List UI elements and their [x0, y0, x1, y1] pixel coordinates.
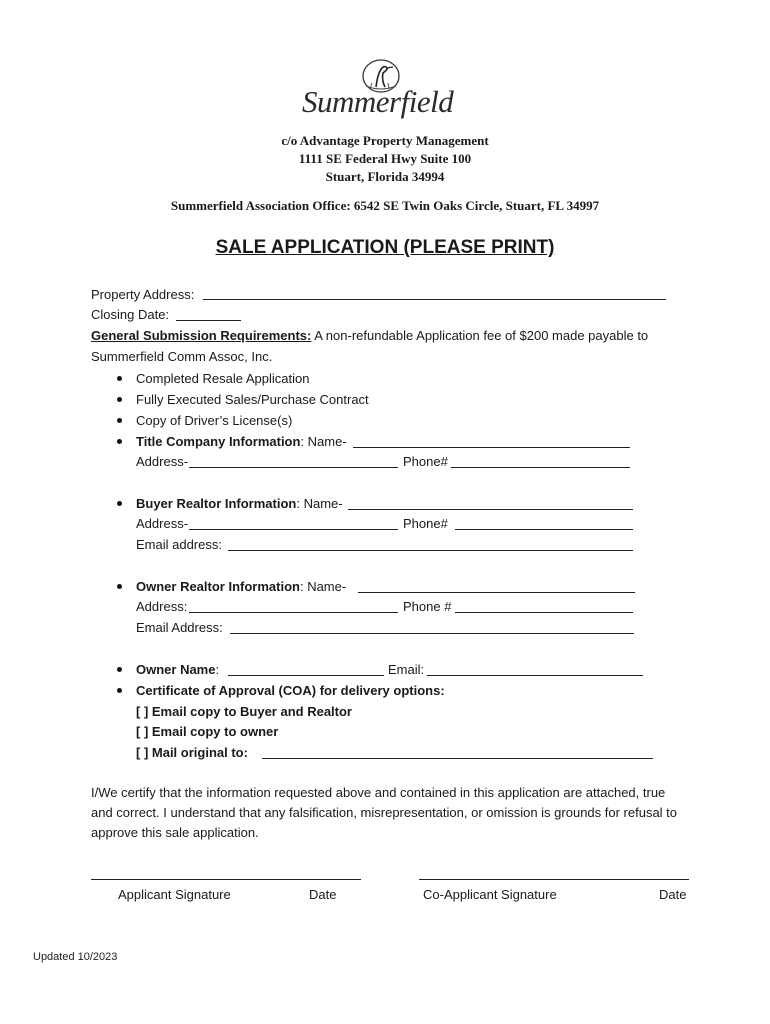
mail-original-field[interactable]	[262, 758, 653, 759]
owner-realtor-email-field[interactable]	[230, 633, 634, 634]
co-applicant-signature-line[interactable]	[419, 879, 689, 880]
bullet	[117, 688, 122, 693]
requirements-paragraph	[91, 329, 648, 342]
title-company-name-label: : Name-	[300, 434, 347, 449]
list-item: Fully Executed Sales/Purchase Contract	[136, 392, 369, 407]
updated-footer: Updated 10/2023	[33, 951, 118, 963]
owner-realtor-phone-label: Phone #	[403, 599, 452, 614]
title-company-phone-field[interactable]	[451, 467, 630, 468]
certify-line: I/We certify that the information requested above and contained in this application are attached, true	[91, 785, 666, 800]
closing-date-label: Closing Date:	[91, 307, 170, 322]
title-company-name-field[interactable]	[353, 447, 630, 448]
owner-realtor-address-field[interactable]	[189, 612, 398, 613]
buyer-realtor-email-label: Email address:	[136, 537, 222, 552]
coa-option-email-owner[interactable]: [ ] Email copy to owner	[136, 724, 279, 739]
title-company-phone-label: Phone#	[403, 454, 448, 469]
bullet	[117, 584, 122, 589]
title-company-heading: Title Company Information	[136, 434, 301, 449]
property-address-label: Property Address:	[91, 287, 195, 302]
owner-name-field[interactable]	[228, 675, 384, 676]
coa-heading: Certificate of Approval (COA) for delivery options:	[136, 683, 445, 698]
bullet	[117, 418, 122, 423]
owner-name-colon: :	[215, 662, 220, 677]
owner-email-label: Email:	[388, 662, 425, 677]
bullet	[117, 667, 122, 672]
bullet	[117, 376, 122, 381]
bullet	[117, 501, 122, 506]
owner-realtor-address-label: Address:	[136, 599, 188, 614]
owner-name-row	[136, 663, 219, 676]
coa-option-email-buyer-realtor[interactable]: [ ] Email copy to Buyer and Realtor	[136, 704, 352, 719]
applicant-signature-label: Applicant Signature	[118, 887, 231, 902]
co-applicant-date-label: Date	[659, 887, 687, 902]
certify-line: approve this sale application.	[91, 825, 259, 840]
title-company-row	[136, 435, 347, 448]
page-title: SALE APPLICATION (PLEASE PRINT)	[215, 237, 555, 258]
street-line: 1111 SE Federal Hwy Suite 100	[298, 151, 472, 166]
buyer-realtor-name-field[interactable]	[348, 509, 633, 510]
buyer-realtor-phone-label: Phone#	[403, 516, 448, 531]
buyer-realtor-heading: Buyer Realtor Information	[136, 496, 297, 511]
owner-realtor-heading: Owner Realtor Information	[136, 579, 300, 594]
list-item: Copy of Driver’s License(s)	[136, 413, 293, 428]
owner-realtor-row	[136, 580, 346, 593]
buyer-realtor-address-label: Address-	[136, 516, 189, 531]
property-address-field[interactable]	[203, 299, 666, 300]
buyer-realtor-name-label: : Name-	[296, 496, 343, 511]
requirements-text: A non-refundable Application fee of $200 made payable to	[311, 328, 649, 343]
buyer-realtor-address-field[interactable]	[189, 529, 398, 530]
owner-realtor-name-field[interactable]	[358, 592, 635, 593]
applicant-date-label: Date	[309, 887, 337, 902]
owner-realtor-email-label: Email Address:	[136, 620, 223, 635]
owner-name-heading: Owner Name	[136, 662, 216, 677]
bullet	[117, 439, 122, 444]
owner-realtor-phone-field[interactable]	[455, 612, 633, 613]
list-item: Completed Resale Application	[136, 371, 310, 386]
buyer-realtor-email-field[interactable]	[228, 550, 633, 551]
applicant-signature-line[interactable]	[91, 879, 361, 880]
buyer-realtor-phone-field[interactable]	[455, 529, 633, 530]
care-of-line: c/o Advantage Property Management	[281, 133, 489, 148]
title-company-address-label: Address-	[136, 454, 189, 469]
bullet	[117, 397, 122, 402]
certify-line: and correct. I understand that any falsification, misrepresentation, or omission is grounds for refusal to	[91, 805, 678, 820]
city-line: Stuart, Florida 34994	[325, 169, 445, 184]
owner-email-field[interactable]	[427, 675, 643, 676]
coa-option-mail-original[interactable]: [ ] Mail original to:	[136, 745, 248, 760]
office-line: Summerfield Association Office: 6542 SE Twin Oaks Circle, Stuart, FL 34997	[170, 198, 600, 213]
owner-realtor-name-label: : Name-	[299, 579, 347, 594]
requirements-text-cont: Summerfield Comm Assoc, Inc.	[91, 349, 273, 364]
closing-date-field[interactable]	[176, 320, 241, 321]
logo-wordmark: Summerfield	[302, 84, 454, 119]
title-company-address-field[interactable]	[189, 467, 398, 468]
co-applicant-signature-label: Co-Applicant Signature	[423, 887, 557, 902]
requirements-heading: General Submission Requirements:	[91, 328, 312, 343]
buyer-realtor-row	[136, 497, 343, 510]
